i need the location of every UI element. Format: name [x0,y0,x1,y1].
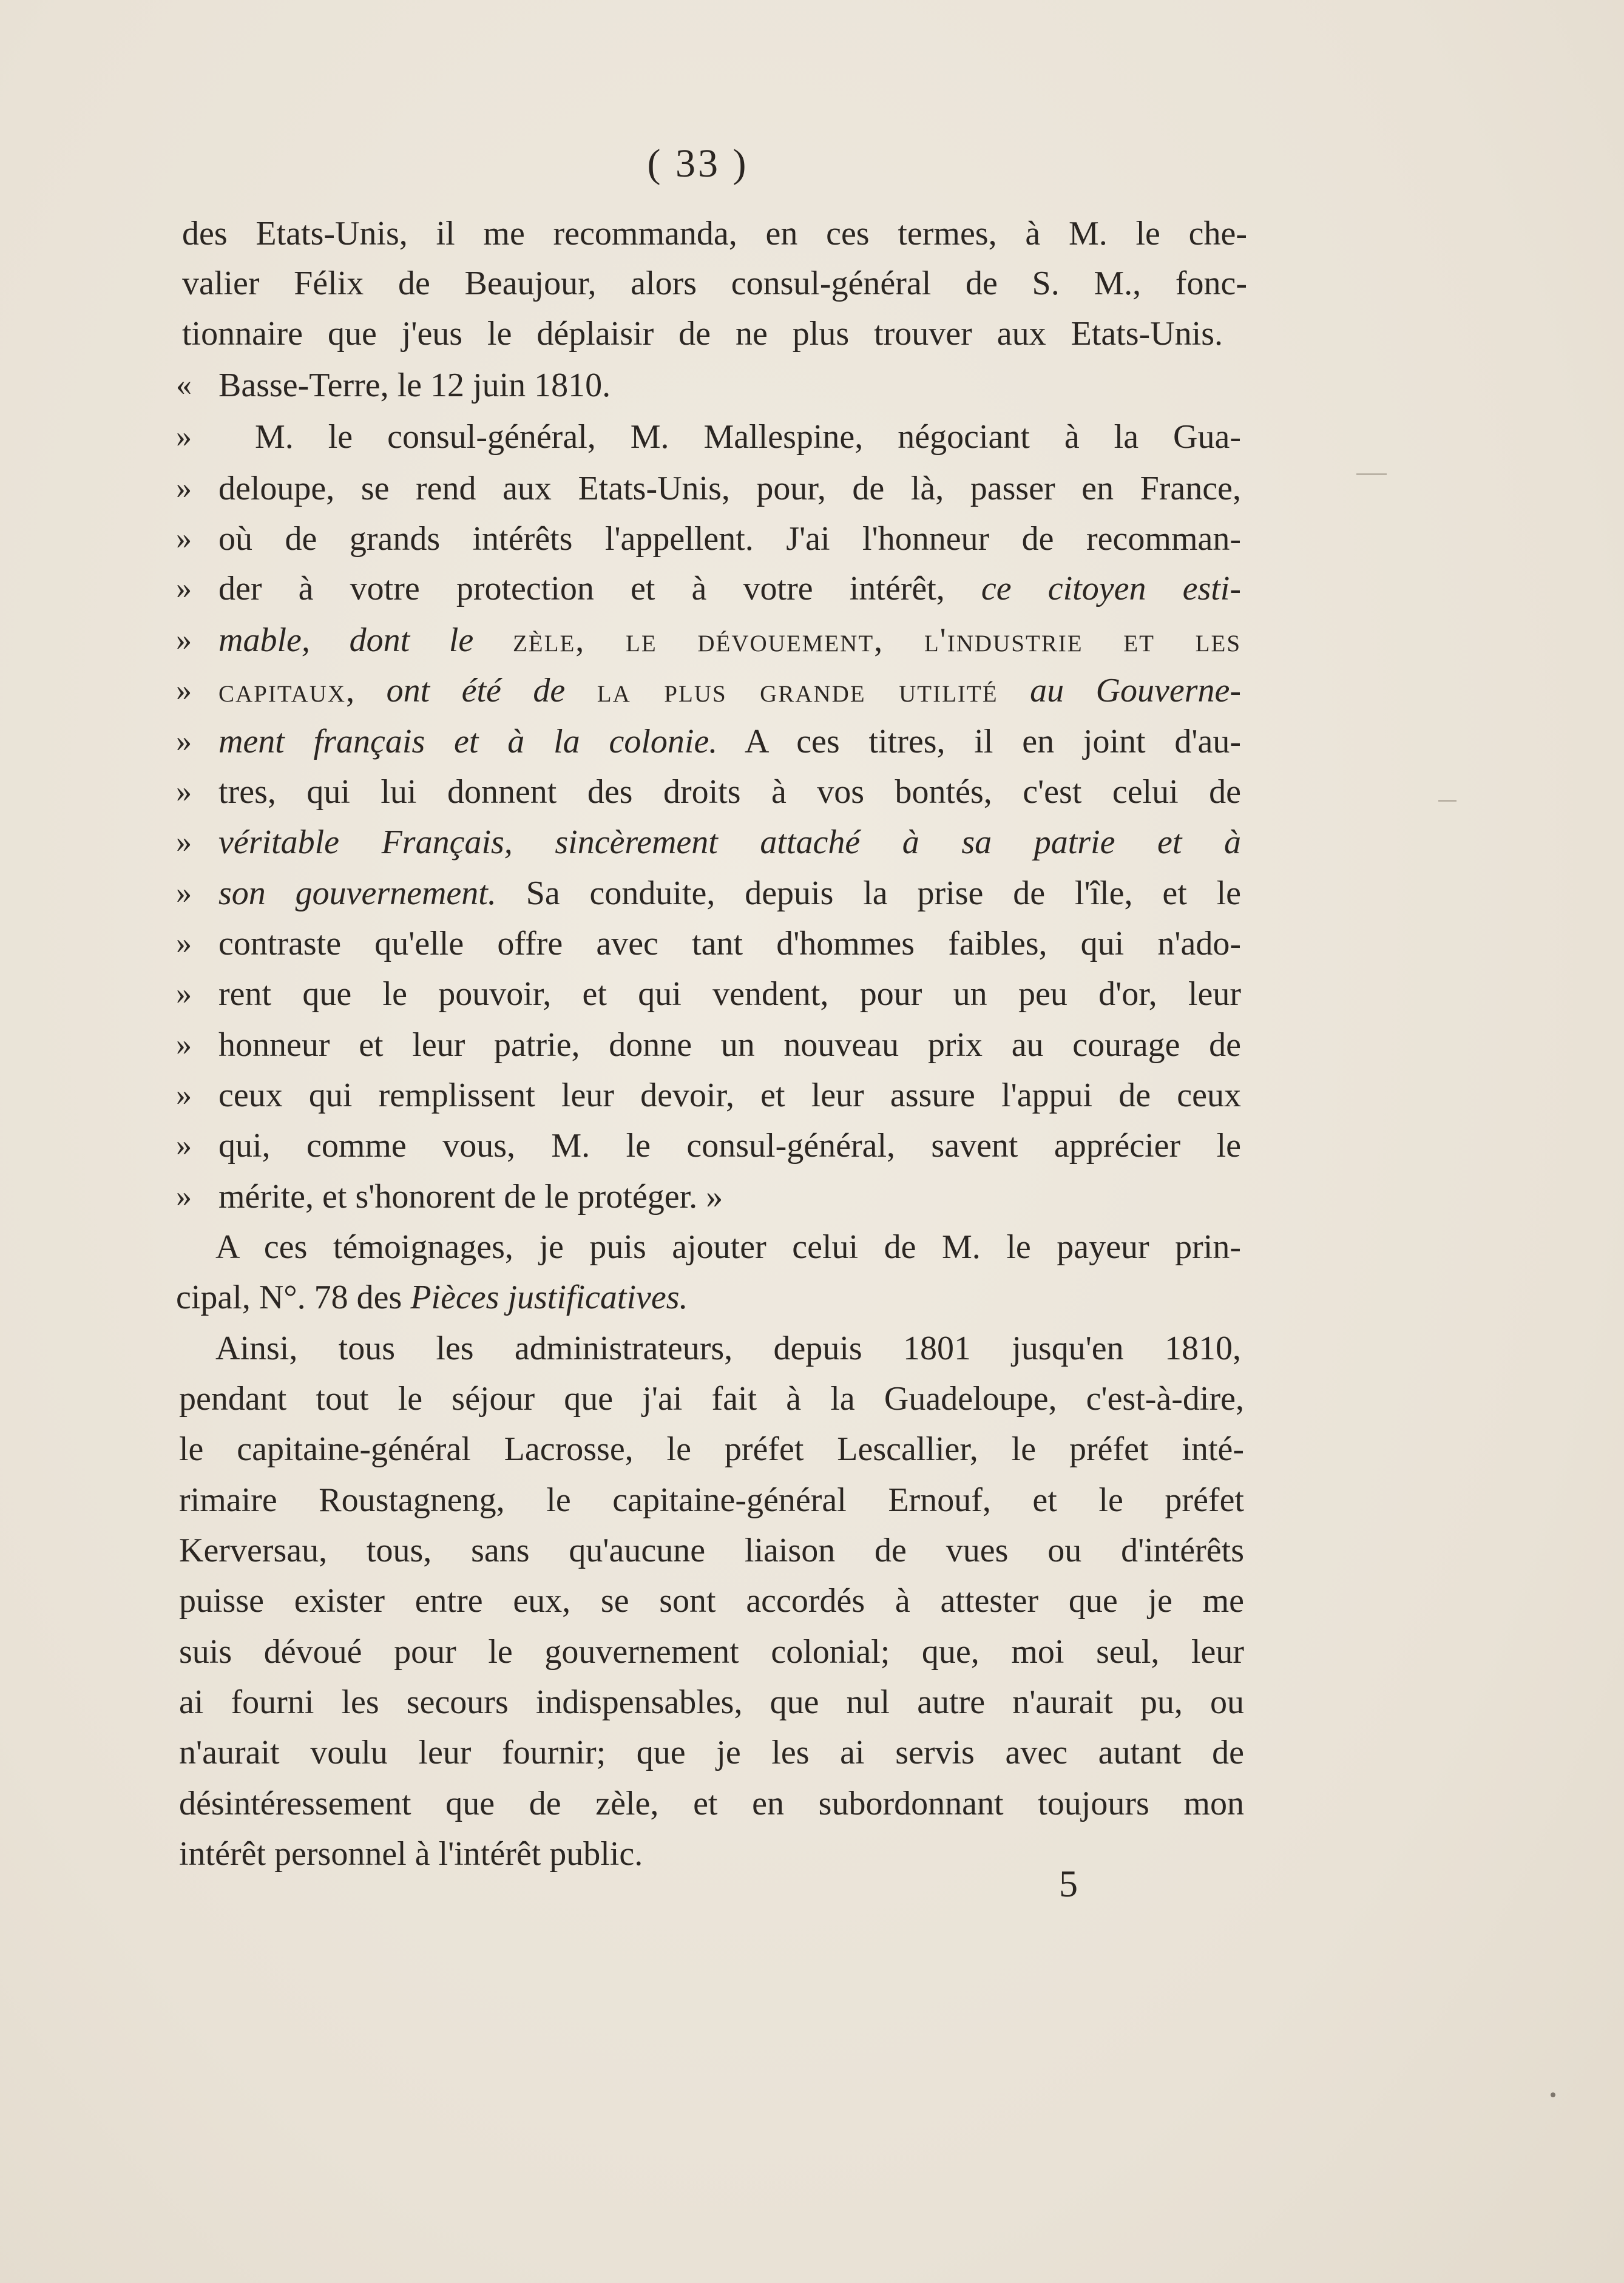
text-run: suis dévoué pour le gouvernement colonial; que, moi seul, leur [179,1633,1244,1671]
text-run: désintéressement que de zèle, et en subordonnant toujours mon [179,1785,1244,1822]
text-line [255,413,1241,461]
text-line [176,1273,819,1322]
text-run: mable, dont le [218,621,513,659]
text-run: pendant tout le séjour que j'ai fait à la Guadeloupe, c'est-à-dire, [179,1380,1244,1418]
text-run: capitaux [218,672,347,709]
text-line [218,1172,883,1221]
quote-mark: » [176,471,192,506]
text-line [182,209,1247,258]
text-run: mérite, et s'honorent de le protéger. » [218,1178,723,1216]
text-line [218,818,1241,867]
text-line [218,666,1241,715]
text-run: son gouvernement. [218,874,496,912]
text-run: rent que le pouvoir, et qui vendent, pour un peu d'or, leur [218,975,1241,1013]
text-line [218,970,1241,1018]
text-run: Kerversau, tous, sans qu'aucune liaison de vues ou d'intérêts [179,1532,1244,1569]
quote-mark: » [176,1078,192,1112]
signature-mark: 5 [1059,1864,1078,1905]
text-line [218,515,1241,563]
text-run: A ces témoignages, je puis ajouter celui de M. le payeur prin- [215,1228,1241,1266]
quote-mark: » [176,623,192,657]
quote-mark: » [176,1027,192,1062]
text-run: des Etats-Unis, il me recommanda, en ces termes, à M. le che- [182,215,1247,252]
text-run: tionnaire que j'eus le déplaisir de ne plus trouver aux Etats-Unis. [182,315,1223,353]
text-line [218,1121,1241,1170]
text-line [179,1375,1244,1423]
text-run: ont été de [386,672,597,709]
text-line [218,717,1241,766]
text-run: Basse-Terre, le 12 juin 1810. [218,367,611,404]
text-run: où de grands intérêts l'appellent. J'ai l'honneur de recomman- [218,520,1241,558]
text-line [218,869,1241,918]
quote-mark: » [176,521,192,556]
text-line [179,1577,1244,1625]
text-run: rimaire Roustagneng, le capitaine-général Ernouf, et le préfet [179,1481,1244,1519]
quote-mark: » [176,724,192,759]
text-run: cipal, N°. 78 des [176,1279,411,1316]
quote-mark: » [176,419,192,454]
text-run: le capitaine-général Lacrosse, le préfet Lescallier, le préfet inté- [179,1430,1244,1468]
text-run: n'aurait voulu leur fournir; que je les ai servis avec autant de [179,1734,1244,1771]
text-line [179,1628,1244,1676]
quote-mark: » [176,926,192,961]
quote-mark: » [176,876,192,910]
text-line [218,768,1241,816]
text-line [215,1324,1241,1373]
text-line [215,1223,1241,1271]
text-run: , [346,672,387,709]
quote-mark: » [176,1128,192,1163]
text-run: la plus grande utilité [597,672,998,709]
quote-mark: » [176,774,192,809]
text-run: valier Félix de Beaujour, alors consul-général de S. M., fonc- [182,265,1247,302]
quote-mark: » [176,825,192,859]
text-line [218,1071,1241,1120]
text-line [218,1021,1241,1069]
speck [1551,2092,1555,2097]
text-line [179,1526,1244,1575]
quote-mark: « [176,368,192,402]
text-run: Sa conduite, depuis la prise de l'île, et le [496,874,1242,912]
text-line [179,1678,1244,1727]
text-line [218,361,749,410]
text-line [179,1728,1244,1777]
text-run: ment français et à la colonie. [218,723,718,760]
page-number: ( 33 ) [647,141,749,186]
quote-mark: » [176,1179,192,1214]
text-run: ce citoyen esti- [981,570,1242,607]
text-run: puisse exister entre eux, se sont accordés à attester que je me [179,1582,1244,1620]
text-run: Ainsi, tous les administrateurs, depuis 1801 jusqu'en 1810, [215,1330,1241,1367]
text-run: véritable Français, sincèrement attaché à sa patrie et à [218,824,1241,861]
margin-dash [1356,473,1387,475]
text-line [218,564,1241,613]
text-run: honneur et leur patrie, donne un nouveau prix au courage de [218,1026,1241,1064]
text-line [179,1779,1244,1828]
text-run: tres, qui lui donnent des droits à vos bontés, c'est celui de [218,773,1241,811]
text-line [182,309,1223,358]
text-line [218,464,1241,513]
text-line [218,919,1241,968]
text-line [179,1830,971,1878]
text-run: ceux qui remplissent leur devoir, et leur assure l'appui de ceux [218,1077,1241,1114]
text-line [182,259,1247,308]
text-run: der à votre protection et à votre intérêt, [218,570,981,607]
text-run: M. le consul-général, M. Mallespine, négociant à la Gua- [255,418,1241,456]
quote-mark: » [176,571,192,606]
text-run: zèle, le dévouement, l'industrie et les [512,621,1242,659]
text-run: intérêt personnel à l'intérêt public. [179,1835,643,1873]
quote-mark: » [176,673,192,708]
text-run: qui, comme vous, M. le consul-général, savent apprécier le [218,1127,1241,1165]
text-run: contraste qu'elle offre avec tant d'hommes faibles, qui n'ado- [218,925,1241,962]
quote-mark: » [176,976,192,1011]
margin-dash [1438,800,1457,802]
text-run: deloupe, se rend aux Etats-Unis, pour, de là, passer en France, [218,470,1241,507]
text-run: A ces titres, il en joint d'au- [717,723,1241,760]
text-run: ai fourni les secours indispensables, que nul autre n'aurait pu, ou [179,1683,1244,1721]
text-run: au Gouverne- [998,672,1242,709]
text-line [179,1425,1244,1473]
text-line [179,1476,1244,1524]
text-line [218,616,1241,665]
text-run: Pièces justificatives. [410,1279,688,1316]
